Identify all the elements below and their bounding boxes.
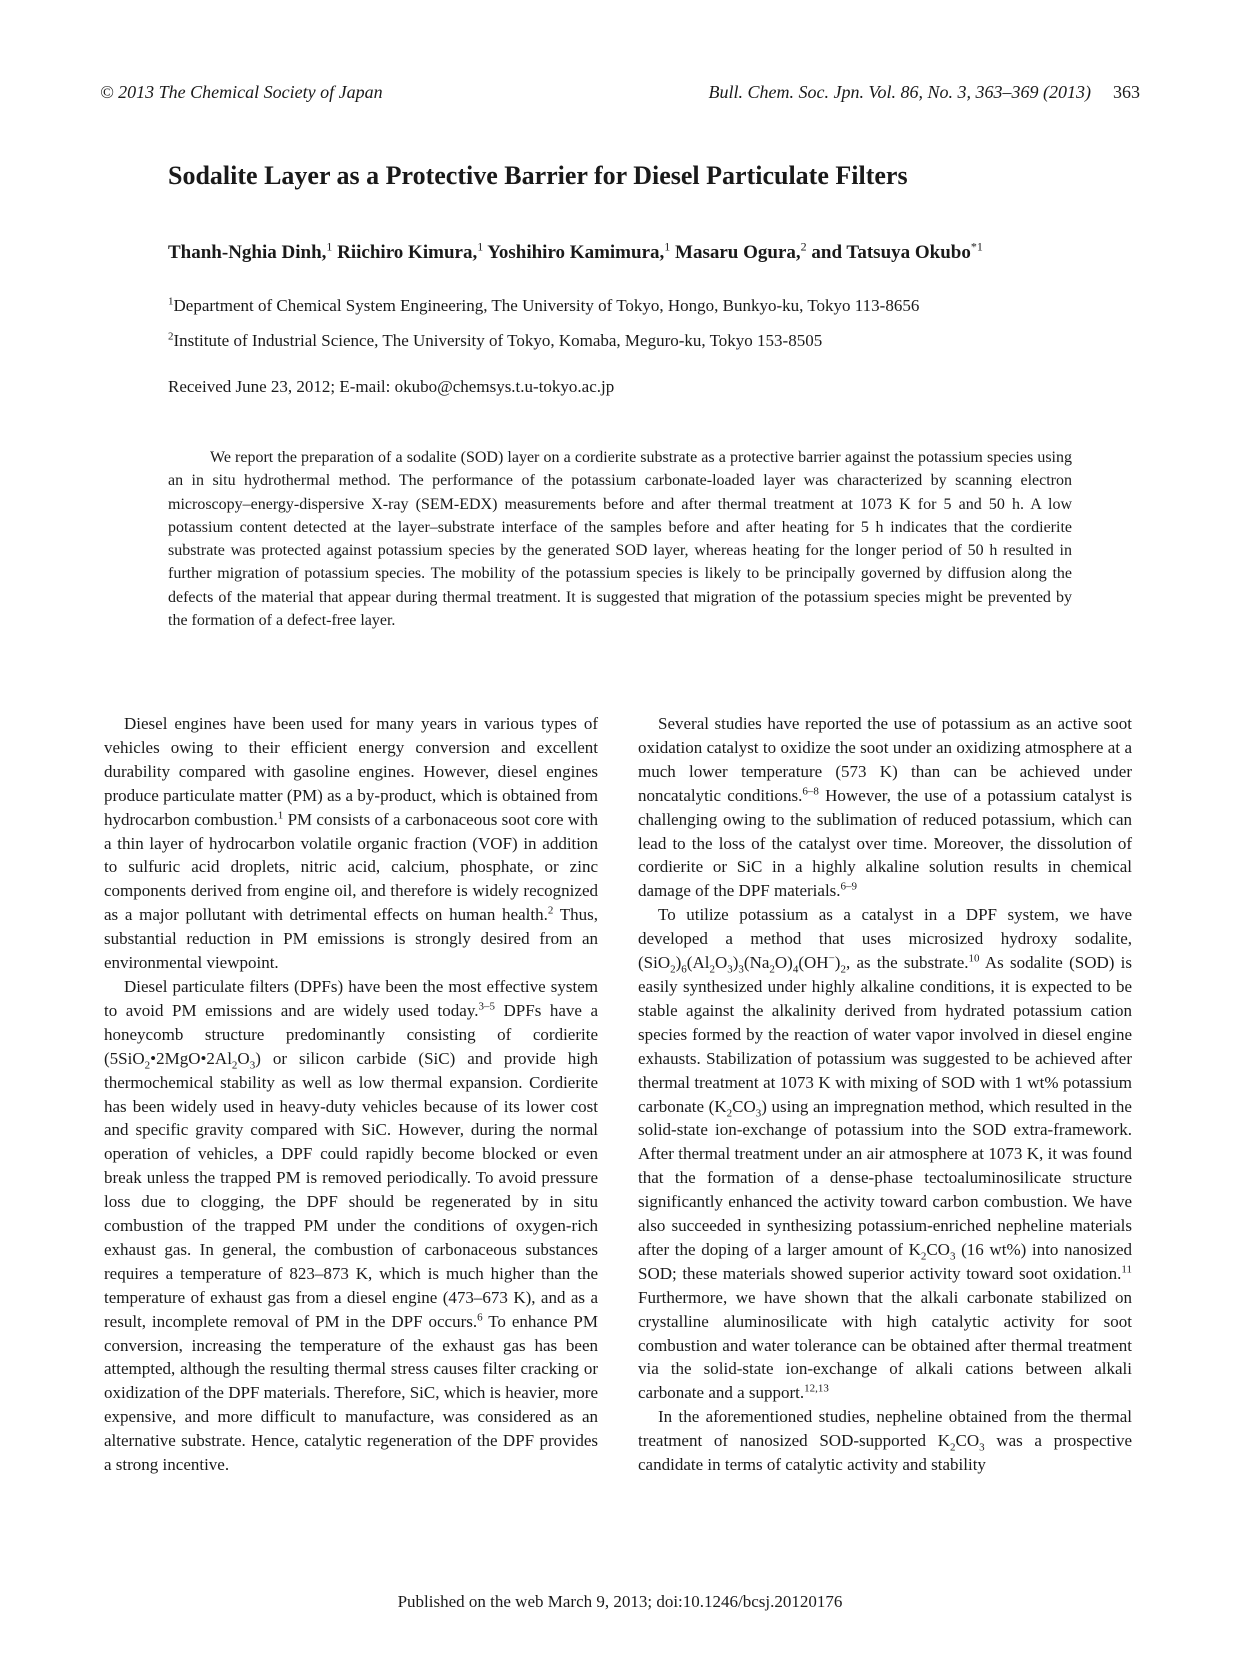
- body-column-right: [638, 712, 1132, 1477]
- journal-reference: Bull. Chem. Soc. Jpn. Vol. 86, No. 3, 363–369 (2013): [708, 82, 1091, 102]
- abstract: We report the preparation of a sodalite (SOD) layer on a cordierite substrate as a protective barrier against the potassium species using an in situ hydrothermal method. The performance of the potassium carbonate-loaded layer was characterized by scanning electron microscopy–energy-dispersive X-ray (SEM-EDX) measurements before and after thermal treatment at 1073 K for 5 and 50 h. A low potassium content detected at the layer–substrate interface of the samples before and after heating for 5 h indicates that the cordierite substrate was protected against potassium species by the generated SOD layer, whereas heating for the longer period of 50 h resulted in further migration of potassium species. The mobility of the potassium species is likely to be principally governed by diffusion along the defects of the material that appear during thermal treatment. It is suggested that migration of the potassium species might be prevented by the formation of a defect-free layer.: [168, 449, 1072, 630]
- author-name: Thanh-Nghia Dinh,: [168, 242, 327, 263]
- body-paragraph: To utilize potassium as a catalyst in a DPF system, we have developed a method that uses microsized hydroxy sodalite, $(SiO_2)_6(Al_2O_3)_3(Na_2O)_4(OH^-)_2$, as the substrate.$^{10}$ As sodalite (SOD) is easily synthesized under highly alkaline conditions, it is expected to be stable against the alkalinity derived from hydrated potassium cation species formed by the reaction of water vapor involved in diesel engine exhausts. Stabilization of potassium was suggested to be achieved after thermal treatment at 1073 K with mixing of SOD with 1 wt% potassium carbonate $(K_2CO_3)$ using an impregnation method, which resulted in the solid-state ion-exchange of potassium into the SOD extra-framework. After thermal treatment under an air atmosphere at 1073 K, it was found that the formation of a dense-phase tectoaluminosilicate structure significantly enhanced the activity toward carbon combustion. We have also succeeded in synthesizing potassium-enriched nepheline materials after the doping of a larger amount of $K_2CO_3$ (16 wt%) into nanosized SOD; these materials showed superior activity toward soot oxidation.$^{11}$ Furthermore, we have shown that the alkali carbonate stabilized on crystalline aluminosilicate with high catalytic activity for soot combustion and water tolerance can be obtained after thermal treatment via the solid-state ion-exchange of alkali cations between alkali carbonate and a support.$^{12,13}$: [638, 905, 1133, 1403]
- running-head: [100, 82, 1140, 108]
- author-affiliation-mark: 1: [326, 239, 333, 254]
- page-number: 363: [1113, 82, 1140, 102]
- author-list: [168, 241, 1108, 265]
- body-paragraph: In the aforementioned studies, nepheline obtained from the thermal treatment of nanosized SOD-supported $K_2CO_3$ was a prospective candidate in terms of catalytic activity and stability: [638, 1407, 1132, 1475]
- author-affiliation-mark: 2: [800, 239, 807, 254]
- body-paragraph: Diesel particulate filters (DPFs) have been the most effective system to avoid PM emissions and are widely used today.$^{3-5}$ DPFs have a honeycomb structure predominantly consisting of cordierite $(5SiO_2•2MgO•2Al_2O_3)$ or silicon carbide (SiC) and provide high thermochemical stability as well as low thermal expansion. Cordierite has been widely used in heavy-duty vehicles because of its lower cost and specific gravity compared with SiC. However, during the normal operation of vehicles, a DPF could rapidly become blocked or even break unless the trapped PM is removed periodically. To avoid pressure loss due to clogging, the DPF should be regenerated by in situ combustion of the trapped PM under the conditions of oxygen-rich exhaust gas. In general, the combustion of carbonaceous substances requires a temperature of 823–873 K, which is much higher than the temperature of exhaust gas from a diesel engine (473–673 K), and as a result, incomplete removal of PM in the DPF occurs.$^6$ To enhance PM conversion, increasing the temperature of the exhaust gas has been attempted, although the resulting thermal stress causes filter cracking or oxidization of the DPF materials. Therefore, SiC, which is heavier, more expensive, and more difficult to manufacture, was considered as an alternative substrate. Hence, catalytic regeneration of the DPF provides a strong incentive.: [104, 976, 598, 1475]
- author-name: Masaru Ogura,: [675, 242, 801, 263]
- copyright-notice: © 2013 The Chemical Society of Japan: [100, 82, 383, 102]
- reference-mark: 6–9: [840, 880, 858, 893]
- body-paragraph: Several studies have reported the use of potassium as an active soot oxidation catalyst to oxidize the soot under an oxidizing atmosphere at a much lower temperature (573 K) than can be achieved under noncatalytic conditions.$^{6-8}$ However, the use of a potassium catalyst is challenging owing to the sublimation of reduced potassium, which can lead to the loss of the catalyst over time. Moreover, the dissolution of cordierite or SiC in a highly alkaline solution results in chemical damage of the DPF materials.$^{6-9}$: [638, 714, 1133, 901]
- author-affiliation-mark: *1: [970, 239, 983, 254]
- article-title: Sodalite Layer as a Protective Barrier for Diesel Particulate Filters: [168, 161, 908, 190]
- journal-citation: [709, 82, 1140, 103]
- author-name: Yoshihiro Kamimura,: [487, 242, 665, 263]
- body-paragraph: Diesel engines have been used for many years in various types of vehicles owing to their efficient energy conversion and excellent durability compared with gasoline engines. However, diesel engines produce particulate matter (PM) as a by-product, which is obtained from hydrocarbon combustion.$^1$ PM consists of a carbonaceous soot core with a thin layer of hydrocarbon volatile organic fraction (VOF) in addition to sulfuric acid droplets, nitric acid, calcium, phosphate, or zinc components derived from engine oil, and therefore is widely recognized as a major pollutant with detrimental effects on human health.$^2$ Thus, substantial reduction in PM emissions is strongly desired from an environmental viewpoint.: [104, 714, 598, 973]
- affiliation: [168, 330, 1108, 352]
- reference-mark: 1: [277, 808, 284, 821]
- author-name: and Tatsuya Okubo: [811, 242, 971, 263]
- reference-mark: 3–5: [478, 1000, 495, 1013]
- reference-mark: 11: [1121, 1263, 1132, 1276]
- body-column-left: [104, 712, 598, 1477]
- publication-footer: Published on the web March 9, 2013; doi:10.1246/bcsj.20120176: [397, 1592, 843, 1611]
- affiliation-text: Institute of Industrial Science, The University of Tokyo, Komaba, Meguro-ku, Tokyo 153-8505: [173, 331, 823, 350]
- reference-mark: 6: [477, 1311, 483, 1323]
- affiliation-mark: 1: [168, 295, 174, 308]
- reference-mark: 2: [547, 904, 554, 917]
- affiliation-mark: 2: [168, 330, 174, 343]
- reference-mark: 12,13: [804, 1382, 829, 1395]
- author-name: Riichiro Kimura,: [337, 242, 478, 263]
- affiliation: [168, 295, 1108, 317]
- affiliation-text: Department of Chemical System Engineering, The University of Tokyo, Hongo, Bunkyo-ku, Tokyo 113-8656: [173, 296, 920, 315]
- author-affiliation-mark: 1: [477, 239, 484, 254]
- reference-mark: 10: [968, 952, 980, 965]
- received-date-and-email: Received June 23, 2012; E-mail: okubo@chemsys.t.u-tokyo.ac.jp: [168, 377, 615, 396]
- author-affiliation-mark: 1: [664, 239, 671, 254]
- reference-mark: 6–8: [802, 785, 819, 798]
